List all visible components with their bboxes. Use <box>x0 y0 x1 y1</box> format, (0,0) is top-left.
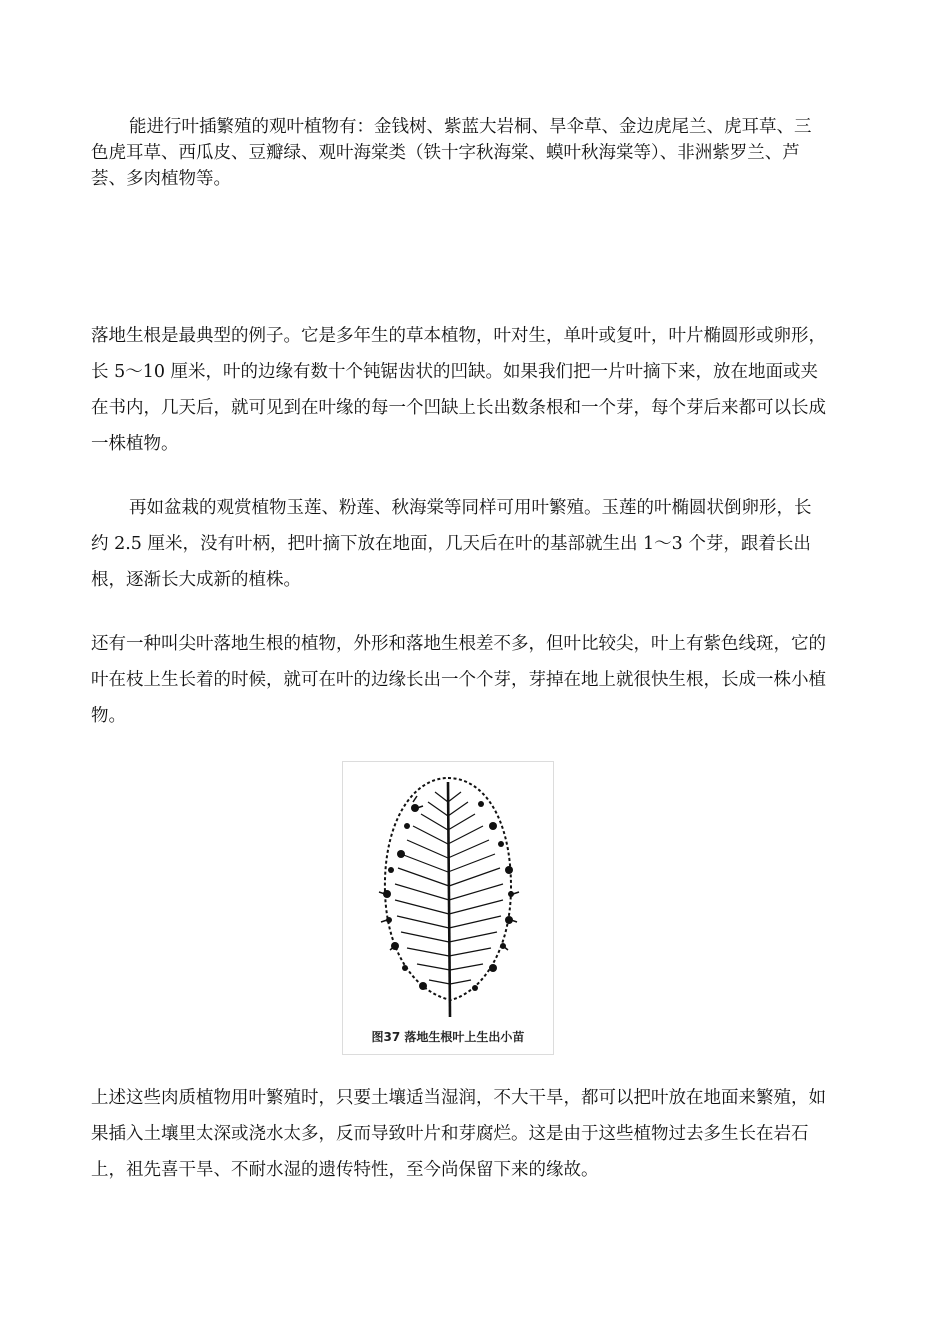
leaf-figure <box>342 761 554 1055</box>
figure-caption: 图37 落地生根叶上生出小苗 <box>371 1030 525 1044</box>
paragraph-plants-list: 能进行叶插繁殖的观叶植物有：金钱树、紫蓝大岩桐、旱伞草、金边虎尾兰、虎耳草、三色虎耳草、西瓜皮、豆瓣绿、观叶海棠类（铁十字秋海棠、蟆叶秋海棠等）、非洲紫罗兰、芦荟、多肉植物等。 <box>91 117 812 189</box>
paragraph-pointed-leaf: 还有一种叫尖叶落地生根的植物，外形和落地生根差不多，但叶比较尖，叶上有紫色线斑，它的叶在枝上生长着的时候，就可在叶的边缘长出一个个芽，芽掉在地上就很快生根，长成一株小植物。 <box>91 634 826 726</box>
leaf-illustration <box>343 762 553 1024</box>
paragraph-luodishenggen: 落地生根是最典型的例子。它是多年生的草本植物，叶对生，单叶或复叶，叶片椭圆形或卵形，长 5～10 厘米，叶的边缘有数十个钝锯齿状的凹缺。如果我们把一片叶摘下来，放在地面或夹在书内，几天后，就可见到在叶缘的每一个凹缺上长出数条根和一个芽，每个芽后来都可以长成一株植物。 <box>91 326 826 454</box>
paragraph-conclusion: 上述这些肉质植物用叶繁殖时，只要土壤适当湿润，不大干旱，都可以把叶放在地面来繁殖，如果插入土壤里太深或浇水太多，反而导致叶片和芽腐烂。这是由于这些植物过去多生长在岩石上，祖先喜干旱、不耐水湿的遗传特性，至今尚保留下来的缘故。 <box>91 1088 826 1180</box>
paragraph-yulian: 再如盆栽的观赏植物玉莲、粉莲、秋海棠等同样可用叶繁殖。玉莲的叶椭圆状倒卵形，长约 2.5 厘米，没有叶柄，把叶摘下放在地面，几天后在叶的基部就生出 1～3 个芽，跟着长出根，逐渐长大成新的植株。 <box>91 498 812 590</box>
